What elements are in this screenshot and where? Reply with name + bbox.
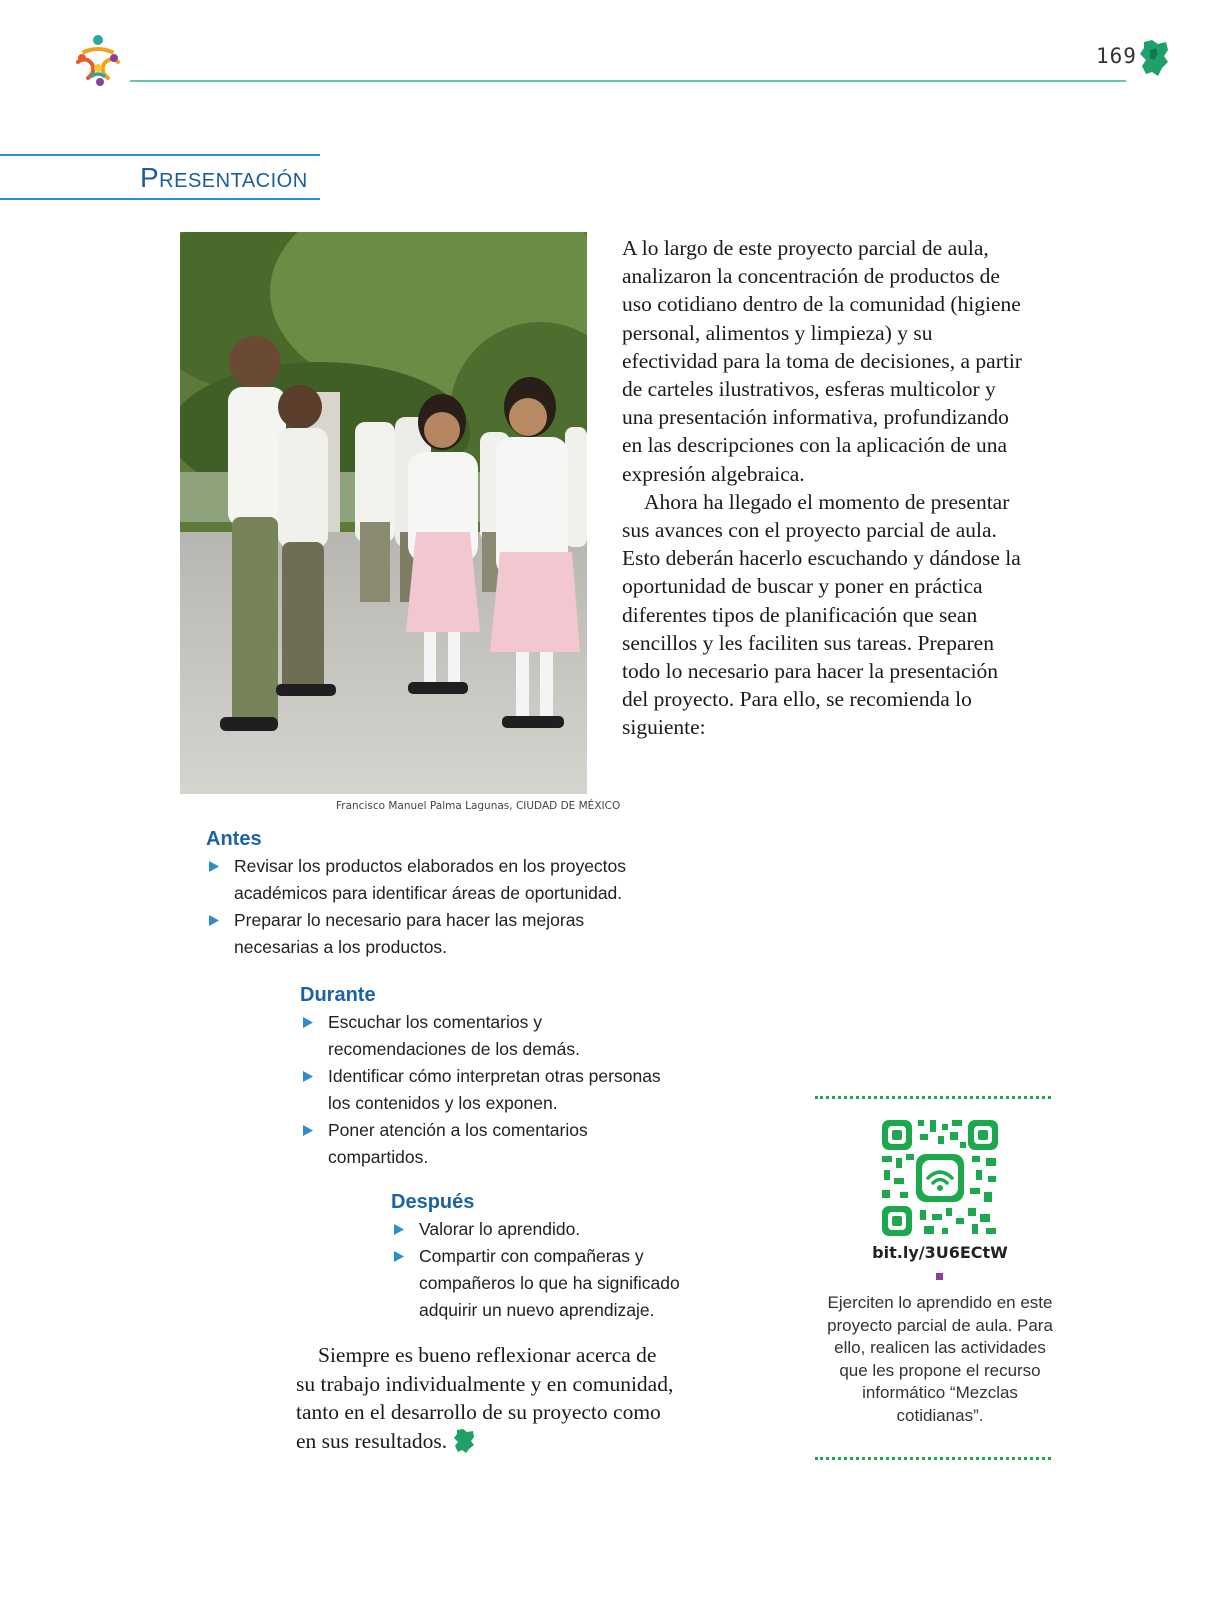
list-item-text: Escuchar los comentarios y recomendaciones de los demás. [328,1012,580,1059]
triangle-bullet-icon [393,1250,405,1263]
list-item-text: Poner atención a los comentarios compartidos. [328,1120,588,1167]
list-item [300,1063,680,1117]
green-map-icon [453,1428,475,1454]
resource-caption: Ejerciten lo aprendido en este proyecto parcial de aula. Para ello, realicen las actividades que les propone el recurso informático “Mezclas cotidianas”. [827,1293,1053,1425]
despues-heading: Después [391,1191,475,1213]
triangle-bullet-icon [302,1016,314,1029]
triangle-bullet-icon [302,1070,314,1083]
durante-section [300,984,680,1171]
list-item [391,1216,711,1243]
list-item [300,1009,680,1063]
durante-heading: Durante [300,984,376,1006]
list-item-text: Preparar lo necesario para hacer las mejoras necesarias a los productos. [234,910,585,957]
triangle-bullet-icon [302,1124,314,1137]
list-item [206,907,666,961]
photo-credit: Francisco Manuel Palma Lagunas, CIUDAD DE MÉXICO [336,800,621,812]
list-item [391,1243,711,1324]
qr-code-icon[interactable] [880,1118,1000,1238]
antes-list [206,853,666,961]
despues-section [391,1191,711,1324]
list-item-text: Identificar cómo interpretan otras personas los contenidos y los exponen. [328,1066,661,1113]
durante-list [300,1009,680,1171]
closing-text: Siempre es bueno reflexionar acerca de su trabajo individualmente y en comunidad, tanto en el desarrollo de su proyecto como en sus resultados. [296,1343,674,1453]
list-item-text: Revisar los productos elaborados en los proyectos académicos para identificar áreas de oportunidad. [234,856,627,903]
list-item [300,1117,680,1171]
triangle-bullet-icon [208,914,220,927]
page-number: 169 [1096,44,1137,68]
separator-square [936,1273,943,1280]
antes-heading: Antes [206,828,262,850]
closing-paragraph [296,1341,676,1455]
green-map-icon [1138,38,1170,78]
antes-section [206,828,666,961]
list-item-text: Compartir con compañeras y compañeros lo que ha significado adquirir un nuevo aprendizaje. [419,1246,680,1320]
colorful-figures-logo-icon [70,32,126,88]
intro-paragraph: A lo largo de este proyecto parcial de aula, analizaron la concentración de productos de uso cotidiano dentro de la comunidad (higiene personal, alimentos y limpieza) y su efectividad para la toma de decisiones, a partir de carteles ilustrativos, esferas multicolor y una presentación informativa, profundizando en las descripciones con la aplicación de una expresión algebraica. [622,236,1022,486]
despues-list [391,1216,711,1324]
title-rule-bottom [0,198,320,200]
dotted-rule-bottom [815,1457,1051,1460]
header-rule [130,80,1126,82]
intro-text [622,234,1022,742]
list-item [206,853,666,907]
triangle-bullet-icon [208,860,220,873]
intro-paragraph: Ahora ha llegado el momento de presentar sus avances con el proyecto parcial de aula. Esto deberán hacerlo escuchando y dándose la oportunidad de buscar y poner en práctica diferentes tipos de planificación que sean sencillos y les faciliten sus tareas. Preparen todo lo necesario para hacer la presentación del proyecto. Para ello, se recomienda lo siguiente: [622,489,1021,740]
section-title: Presentación [140,162,308,193]
triangle-bullet-icon [393,1223,405,1236]
students-photo [180,232,587,794]
dotted-rule-top [815,1096,1051,1099]
title-rule-top [0,154,320,156]
list-item-text: Valorar lo aprendido. [419,1219,581,1239]
resource-link[interactable]: bit.ly/3U6ECtW [872,1243,1008,1262]
